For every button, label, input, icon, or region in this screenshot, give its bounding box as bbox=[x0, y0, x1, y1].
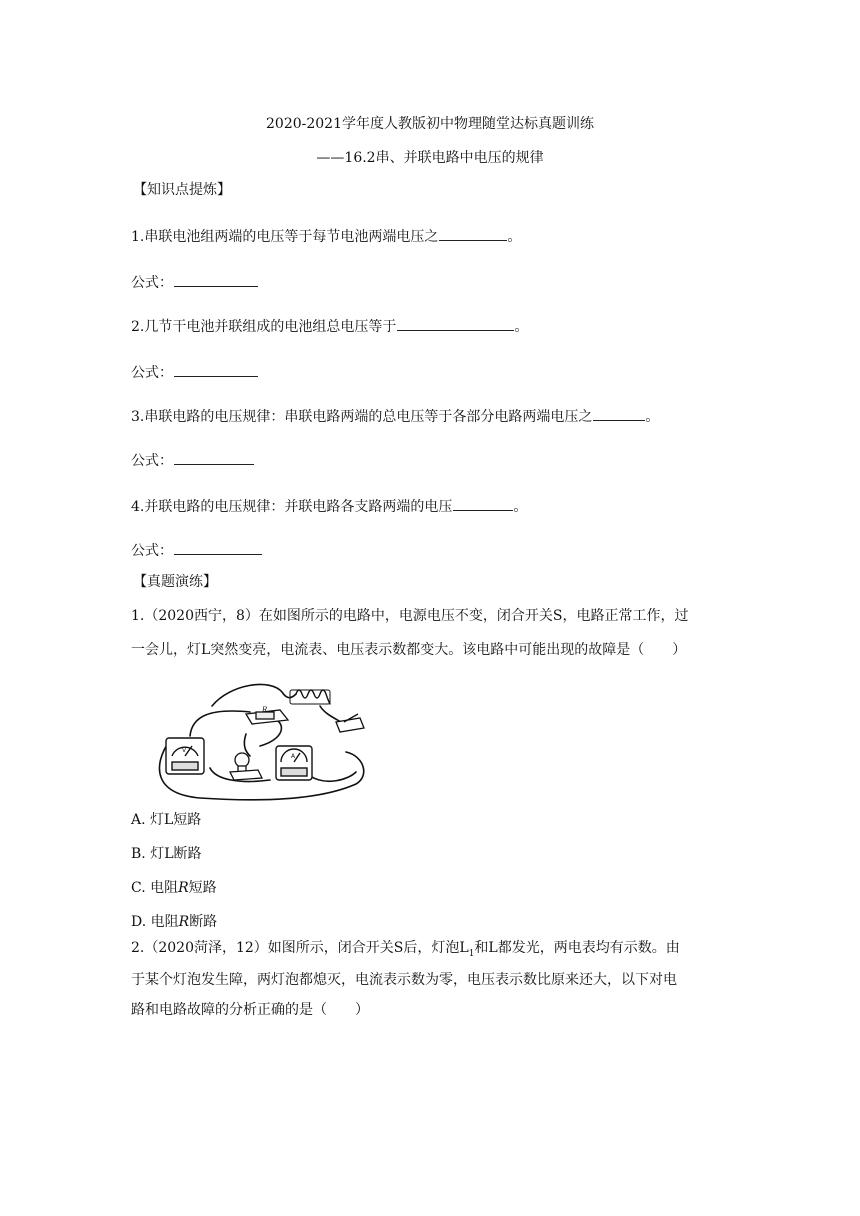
knowledge-item-4 bbox=[131, 496, 527, 517]
question-1-option-a: A. 灯L短路 bbox=[131, 812, 202, 828]
answer-blank bbox=[397, 316, 514, 331]
ammeter-icon bbox=[276, 746, 312, 780]
figure-label-ammeter: A bbox=[291, 753, 296, 760]
voltmeter-icon bbox=[166, 738, 204, 774]
subscript: 1 bbox=[468, 948, 475, 959]
question-1-option-c bbox=[131, 878, 217, 898]
option-text: D. 电阻 bbox=[131, 914, 179, 930]
answer-blank bbox=[453, 496, 513, 511]
knowledge-item-end: 。 bbox=[514, 319, 529, 335]
formula-label: 公式： bbox=[131, 365, 173, 381]
question-1-option-d bbox=[131, 912, 217, 932]
formula-label: 公式： bbox=[131, 453, 173, 469]
figure-label-resistor: R bbox=[262, 706, 268, 714]
knowledge-item-end: 。 bbox=[507, 229, 522, 245]
circuit-diagram-figure bbox=[150, 676, 370, 802]
section-heading-knowledge: 【知识点提炼】 bbox=[133, 182, 231, 198]
option-text: 断路 bbox=[189, 914, 218, 930]
formula-label: 公式： bbox=[131, 543, 173, 559]
question-2-line-3: 路和电路故障的分析正确的是（ ） bbox=[131, 1002, 369, 1018]
formula-blank bbox=[174, 272, 258, 287]
formula-blank bbox=[174, 362, 258, 377]
question-2-line-2: 于某个灯泡发生障，两灯泡都熄灭，电流表示数为零，电压表示数比原来还大，以下对电 bbox=[131, 972, 677, 988]
answer-blank bbox=[593, 406, 645, 421]
bulb-icon bbox=[230, 753, 262, 780]
formula-line-4 bbox=[131, 540, 262, 561]
knowledge-item-text: 4.并联电路的电压规律：并联电路各支路两端的电压 bbox=[131, 499, 453, 515]
document-subtitle: ——16.2串、并联电路中电压的规律 bbox=[316, 150, 544, 166]
option-text: C. 电阻 bbox=[131, 880, 179, 896]
knowledge-item-3 bbox=[131, 406, 659, 427]
question-text: 2.（2020菏泽，12）如图所示，闭合开关S后，灯泡L bbox=[131, 940, 469, 956]
section-heading-practice: 【真题演练】 bbox=[133, 574, 217, 590]
answer-blank bbox=[439, 226, 507, 241]
question-text: 和L都发光，两电表均有示数。由 bbox=[474, 940, 680, 956]
knowledge-item-1 bbox=[131, 226, 521, 247]
question-1-option-b: B. 灯L断路 bbox=[131, 846, 202, 862]
knowledge-item-text: 3.串联电路的电压规律：串联电路两端的总电压等于各部分电路两端电压之 bbox=[131, 409, 593, 425]
formula-label: 公式： bbox=[131, 275, 173, 291]
formula-line-3 bbox=[131, 450, 254, 471]
knowledge-item-end: 。 bbox=[645, 409, 660, 425]
document-title: 2020-2021学年度人教版初中物理随堂达标真题训练 bbox=[266, 116, 594, 132]
formula-line-2 bbox=[131, 362, 258, 383]
question-2-line-1 bbox=[131, 938, 680, 964]
knowledge-item-end: 。 bbox=[513, 499, 528, 515]
knowledge-item-2 bbox=[131, 316, 528, 337]
option-variable: R bbox=[178, 880, 189, 896]
knowledge-item-text: 1.串联电池组两端的电压等于每节电池两端电压之 bbox=[131, 229, 439, 245]
formula-line-1 bbox=[131, 272, 258, 293]
formula-blank bbox=[174, 540, 262, 555]
option-text: 短路 bbox=[188, 880, 217, 896]
knowledge-item-text: 2.几节干电池并联组成的电池组总电压等于 bbox=[131, 319, 397, 335]
figure-label-voltmeter: V bbox=[182, 747, 187, 754]
option-variable: R bbox=[178, 914, 190, 930]
question-1-line-2: 一会儿，灯L突然变亮，电流表、电压表示数都变大。该电路中可能出现的故障是（ ） bbox=[131, 642, 687, 658]
question-1-line-1: 1.（2020西宁，8）在如图所示的电路中，电源电压不变，闭合开关S，电路正常工作，过 bbox=[131, 608, 689, 624]
formula-blank bbox=[174, 450, 254, 465]
